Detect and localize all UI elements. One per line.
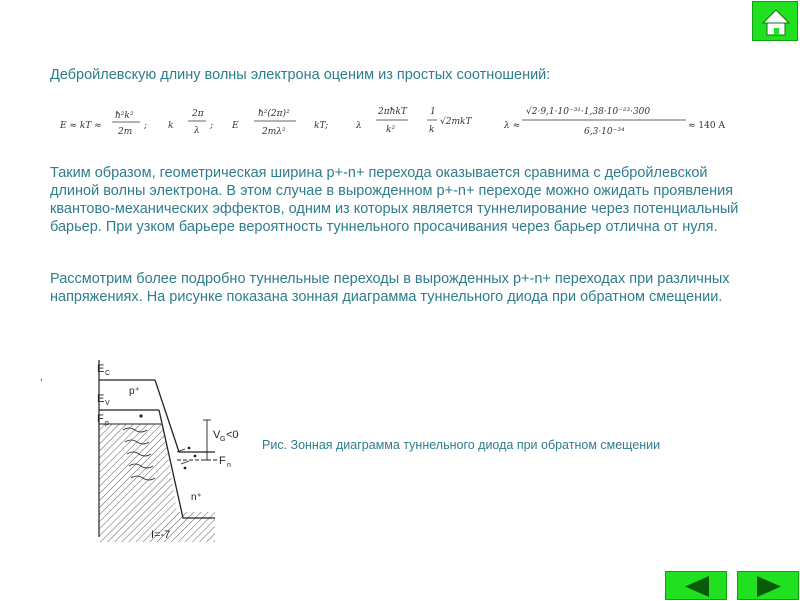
paragraph-transitions: Рассмотрим более подробно туннельные переходы в вырожденных p+-n+ переходах при различных напряжениях. На рисунке показана зонная диаграмма туннельного диода при обратном смещении.: [50, 271, 730, 305]
stray-mark: ,: [40, 372, 43, 383]
formula5-right: ≈ 140 A: [688, 121, 725, 131]
formula2-numerator: 2π: [192, 109, 204, 119]
label-p: p⁺: [129, 386, 140, 397]
next-slide-button[interactable]: [737, 571, 799, 600]
label-n: n⁺: [191, 492, 202, 503]
formula2-left: k: [168, 121, 174, 131]
label-ev: E: [97, 393, 105, 405]
formula2-separator: ;: [210, 121, 214, 131]
label-ec-sub: C: [105, 370, 111, 377]
formula2-denominator: λ: [194, 126, 200, 136]
previous-slide-button[interactable]: [665, 571, 727, 600]
formula1-numerator: ħ²k²: [115, 111, 134, 121]
figure-caption: Рис. Зонная диаграмма туннельного диода при обратном смещении: [262, 438, 661, 452]
label-fp: F: [97, 413, 104, 425]
formula3-right: kT;: [314, 121, 329, 131]
intro-text: Дебройлевскую длину волны электрона оценим из простых соотношений:: [50, 67, 551, 83]
valence-hatch: [99, 424, 215, 542]
label-ec: E: [97, 363, 105, 375]
formula1-left: E ≈ kT ≈: [60, 121, 102, 131]
triangle-right-icon: [738, 572, 800, 601]
formula5-left: λ ≈: [504, 121, 521, 131]
formula4-denominator: k²: [386, 125, 396, 135]
home-icon: [753, 2, 799, 42]
formula3-denominator: 2mλ²: [262, 127, 286, 137]
formula5-numerator: √2·9,1·10⁻³¹·1,38·10⁻²³·300: [526, 107, 651, 117]
paragraph-tunneling: Таким образом, геометрическая ширина p+-n+ перехода оказывается сравнима с дебройлевской длиной волны электрона. В этом случае в вырожденном p+-n+ переходе можно ожидать проявления квантово-механических эффектов, одним из которых является туннелирование через потенциальный барьер. При узком барьере вероятность туннельного просачивания через барьер отлична от нуля.: [50, 165, 739, 235]
label-vg-rel: <0: [226, 429, 239, 441]
home-button[interactable]: [752, 1, 798, 41]
label-current: I=-7: [151, 529, 171, 541]
band-diagram: [85, 352, 255, 550]
label-fn-sub: n: [227, 462, 231, 469]
vg-bracket: [203, 420, 211, 460]
label-fn: F: [219, 455, 226, 467]
formula5-denominator: 6,3·10⁻³⁴: [584, 127, 625, 137]
label-vg: V: [213, 429, 221, 441]
formula4-root: √2mkT: [440, 117, 472, 127]
formula-strip: [60, 100, 740, 148]
label-vg-sub: G: [220, 436, 226, 443]
formula1-separator: ;: [144, 121, 148, 131]
formula4-numerator: 2πħkT: [378, 107, 407, 117]
label-ev-sub: V: [105, 400, 110, 407]
formula4-numerator2: 1: [430, 107, 436, 117]
formula3-left: E: [232, 121, 239, 131]
label-fp-sub: p: [105, 420, 109, 427]
formula3-numerator: ħ²(2π)²: [258, 109, 290, 119]
formula4-left: λ: [356, 121, 362, 131]
triangle-left-icon: [666, 572, 728, 601]
formula1-denominator: 2m: [118, 127, 133, 137]
formula4-denominator2: k: [429, 125, 435, 135]
